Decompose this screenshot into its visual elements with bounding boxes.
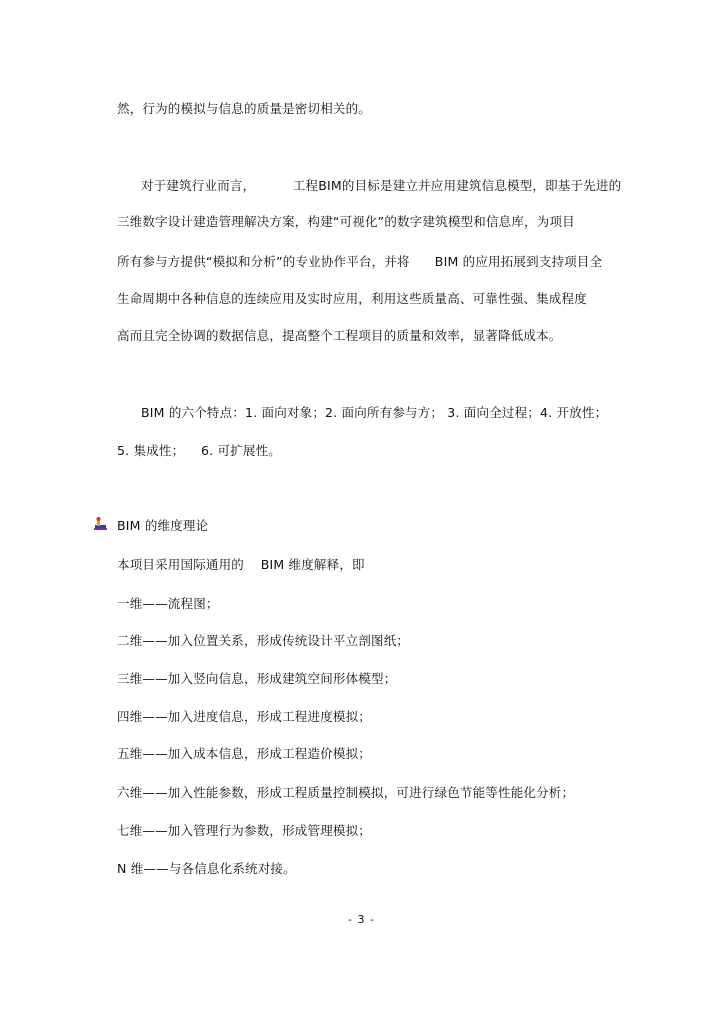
paragraph3-line1: BIM 的六个特点：1. 面向对象；2. 面向所有参与方； 3. 面向全过程；4. 开放性；: [141, 405, 608, 420]
dimension-item: 七维——加入管理行为参数，形成管理模拟；: [117, 823, 372, 838]
paragraph2-line5: 高而且完全协调的数据信息，提高整个工程项目的质量和效率，显著降低成本。: [117, 328, 562, 343]
paragraph2-line1: 对于建筑行业而言， 工程BIM的目标是建立并应用建筑信息模型，即基于先进的: [141, 178, 622, 193]
dimension-item: 三维——加入竖向信息，形成建筑空间形体模型；: [117, 671, 397, 686]
paragraph1-line1: 然，行为的模拟与信息的质量是密切相关的。: [117, 101, 372, 116]
dimension-item: 五维——加入成本信息，形成工程造价模拟；: [117, 746, 372, 761]
bullet-icon: [92, 516, 108, 532]
page-number: - 3 -: [348, 913, 375, 926]
dimension-item: 一维——流程图；: [117, 596, 219, 611]
paragraph2-line3: 所有参与方提供“模拟和分析”的专业协作平台，并将 BIM 的应用拓展到支持项目全: [117, 254, 603, 269]
paragraph3-line2: 5. 集成性； 6. 可扩展性。: [117, 443, 281, 458]
dimension-item: 六维——加入性能参数，形成工程质量控制模拟，可进行绿色节能等性能化分析；: [117, 785, 575, 800]
section-title: BIM 的维度理论: [117, 518, 209, 533]
section-intro: 本项目采用国际通用的 BIM 维度解释，即: [117, 557, 365, 572]
dimension-item: 四维——加入进度信息，形成工程进度模拟；: [117, 709, 372, 724]
dimension-item: N 维——与各信息化系统对接。: [117, 861, 296, 876]
dimension-item: 二维——加入位置关系，形成传统设计平立剖图纸；: [117, 633, 410, 648]
paragraph2-line2: 三维数字设计建造管理解决方案，构建“可视化”的数字建筑模型和信息库，为项目: [117, 214, 575, 229]
paragraph2-line4: 生命周期中各种信息的连续应用及实时应用，利用这些质量高、可靠性强、集成程度: [117, 291, 587, 306]
